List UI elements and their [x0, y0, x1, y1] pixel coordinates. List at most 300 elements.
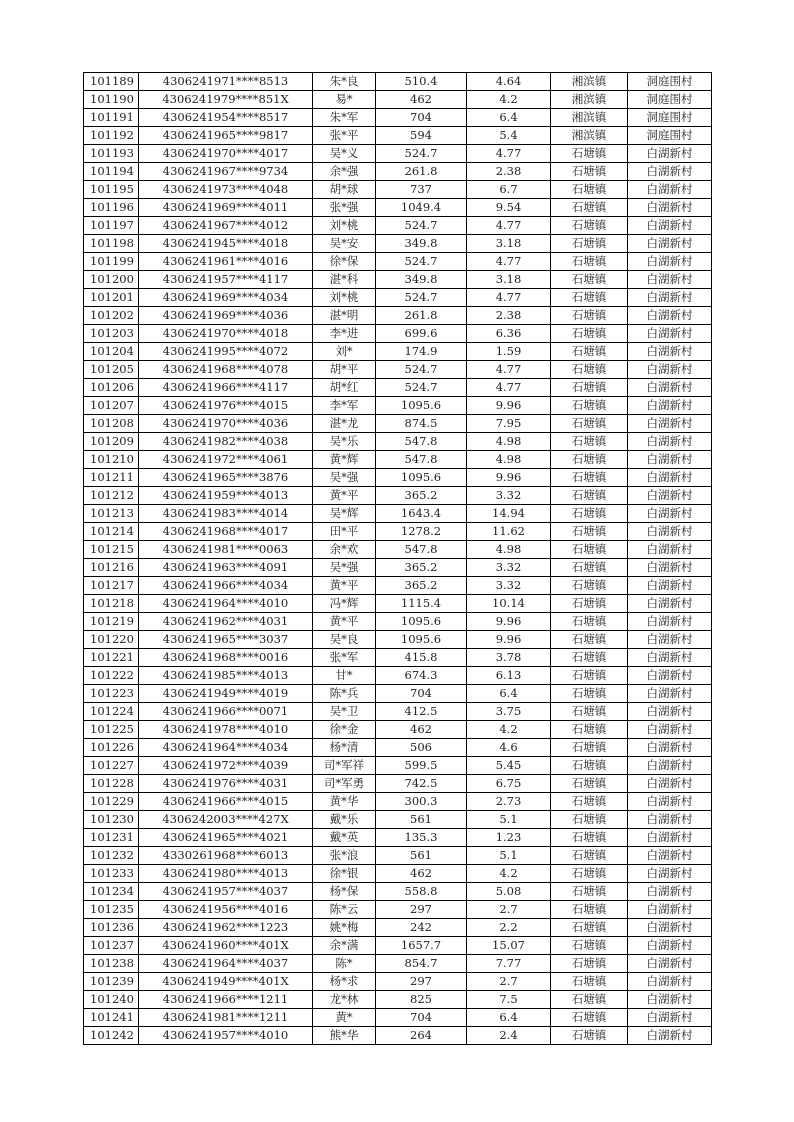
cell-town: 石塘镇 — [551, 253, 628, 271]
cell-amount: 704 — [376, 109, 467, 127]
cell-id-number: 4306241966****4117 — [139, 379, 313, 397]
table-row — [84, 937, 712, 955]
cell-amount: 524.7 — [376, 217, 467, 235]
cell-village: 白湖新村 — [628, 415, 712, 433]
cell-village: 白湖新村 — [628, 775, 712, 793]
cell-name: 黄*华 — [313, 793, 376, 811]
cell-amount: 365.2 — [376, 487, 467, 505]
cell-serial-number: 101198 — [84, 235, 139, 253]
table-row — [84, 379, 712, 397]
cell-serial-number: 101206 — [84, 379, 139, 397]
cell-amount: 561 — [376, 847, 467, 865]
cell-name: 吴*强 — [313, 559, 376, 577]
cell-town: 湘滨镇 — [551, 109, 628, 127]
cell-name: 徐*保 — [313, 253, 376, 271]
cell-area: 9.96 — [467, 397, 551, 415]
cell-area: 10.14 — [467, 595, 551, 613]
cell-serial-number: 101225 — [84, 721, 139, 739]
cell-area: 4.77 — [467, 253, 551, 271]
cell-id-number: 4306241949****4019 — [139, 685, 313, 703]
cell-id-number: 4306241968****4078 — [139, 361, 313, 379]
table-row — [84, 973, 712, 991]
cell-serial-number: 101221 — [84, 649, 139, 667]
cell-amount: 704 — [376, 1009, 467, 1027]
cell-amount: 174.9 — [376, 343, 467, 361]
cell-area: 2.73 — [467, 793, 551, 811]
cell-serial-number: 101238 — [84, 955, 139, 973]
cell-name: 朱*良 — [313, 73, 376, 91]
cell-town: 石塘镇 — [551, 541, 628, 559]
table-row — [84, 829, 712, 847]
cell-village: 白湖新村 — [628, 829, 712, 847]
cell-name: 陈*云 — [313, 901, 376, 919]
cell-serial-number: 101220 — [84, 631, 139, 649]
cell-town: 石塘镇 — [551, 451, 628, 469]
cell-area: 3.75 — [467, 703, 551, 721]
cell-area: 6.4 — [467, 685, 551, 703]
cell-serial-number: 101229 — [84, 793, 139, 811]
cell-id-number: 4306241995****4072 — [139, 343, 313, 361]
cell-village: 白湖新村 — [628, 613, 712, 631]
cell-town: 石塘镇 — [551, 163, 628, 181]
cell-area: 6.7 — [467, 181, 551, 199]
table-row — [84, 505, 712, 523]
cell-village: 白湖新村 — [628, 469, 712, 487]
cell-town: 石塘镇 — [551, 181, 628, 199]
cell-serial-number: 101209 — [84, 433, 139, 451]
cell-id-number: 4306241976****4031 — [139, 775, 313, 793]
cell-area: 5.4 — [467, 127, 551, 145]
cell-amount: 365.2 — [376, 559, 467, 577]
cell-village: 白湖新村 — [628, 739, 712, 757]
cell-town: 石塘镇 — [551, 415, 628, 433]
cell-area: 2.38 — [467, 307, 551, 325]
cell-amount: 1095.6 — [376, 631, 467, 649]
table-row — [84, 955, 712, 973]
cell-serial-number: 101203 — [84, 325, 139, 343]
cell-id-number: 4306241973****4048 — [139, 181, 313, 199]
cell-name: 吴*卫 — [313, 703, 376, 721]
cell-town: 石塘镇 — [551, 199, 628, 217]
cell-area: 4.77 — [467, 361, 551, 379]
cell-name: 戴*英 — [313, 829, 376, 847]
cell-village: 白湖新村 — [628, 433, 712, 451]
table-row — [84, 343, 712, 361]
cell-village: 白湖新村 — [628, 919, 712, 937]
cell-village: 洞庭围村 — [628, 127, 712, 145]
table-row — [84, 433, 712, 451]
cell-serial-number: 101233 — [84, 865, 139, 883]
table-row — [84, 469, 712, 487]
cell-serial-number: 101189 — [84, 73, 139, 91]
cell-area: 9.96 — [467, 613, 551, 631]
cell-town: 石塘镇 — [551, 559, 628, 577]
cell-amount: 1095.6 — [376, 613, 467, 631]
cell-serial-number: 101196 — [84, 199, 139, 217]
cell-village: 白湖新村 — [628, 325, 712, 343]
cell-id-number: 4306241969****4036 — [139, 307, 313, 325]
cell-name: 湛*龙 — [313, 415, 376, 433]
cell-town: 石塘镇 — [551, 847, 628, 865]
cell-area: 4.98 — [467, 433, 551, 451]
cell-name: 司*军勇 — [313, 775, 376, 793]
cell-town: 石塘镇 — [551, 235, 628, 253]
cell-amount: 510.4 — [376, 73, 467, 91]
cell-village: 白湖新村 — [628, 991, 712, 1009]
cell-id-number: 4306241949****401X — [139, 973, 313, 991]
cell-village: 白湖新村 — [628, 217, 712, 235]
cell-village: 白湖新村 — [628, 811, 712, 829]
cell-serial-number: 101223 — [84, 685, 139, 703]
cell-amount: 558.8 — [376, 883, 467, 901]
cell-town: 石塘镇 — [551, 631, 628, 649]
cell-name: 张*强 — [313, 199, 376, 217]
cell-id-number: 4306241965****3037 — [139, 631, 313, 649]
cell-serial-number: 101208 — [84, 415, 139, 433]
cell-serial-number: 101226 — [84, 739, 139, 757]
cell-area: 5.08 — [467, 883, 551, 901]
cell-town: 石塘镇 — [551, 343, 628, 361]
cell-village: 白湖新村 — [628, 487, 712, 505]
cell-name: 余*强 — [313, 163, 376, 181]
table-row — [84, 361, 712, 379]
cell-town: 石塘镇 — [551, 775, 628, 793]
table-row — [84, 1009, 712, 1027]
cell-area: 4.64 — [467, 73, 551, 91]
cell-area: 2.2 — [467, 919, 551, 937]
cell-town: 石塘镇 — [551, 955, 628, 973]
cell-id-number: 4306241966****4034 — [139, 577, 313, 595]
cell-area: 4.77 — [467, 379, 551, 397]
cell-name: 刘* — [313, 343, 376, 361]
table-row — [84, 595, 712, 613]
cell-amount: 599.5 — [376, 757, 467, 775]
table-row — [84, 307, 712, 325]
cell-village: 白湖新村 — [628, 163, 712, 181]
cell-name: 胡*平 — [313, 361, 376, 379]
cell-serial-number: 101200 — [84, 271, 139, 289]
cell-town: 石塘镇 — [551, 469, 628, 487]
cell-town: 石塘镇 — [551, 397, 628, 415]
cell-name: 陈*兵 — [313, 685, 376, 703]
cell-name: 龙*林 — [313, 991, 376, 1009]
cell-id-number: 4306241967****4012 — [139, 217, 313, 235]
cell-area: 3.18 — [467, 271, 551, 289]
cell-name: 杨*保 — [313, 883, 376, 901]
cell-town: 石塘镇 — [551, 1027, 628, 1045]
cell-serial-number: 101191 — [84, 109, 139, 127]
cell-village: 白湖新村 — [628, 847, 712, 865]
cell-town: 石塘镇 — [551, 883, 628, 901]
cell-amount: 524.7 — [376, 145, 467, 163]
cell-id-number: 4306241957****4117 — [139, 271, 313, 289]
cell-town: 石塘镇 — [551, 289, 628, 307]
table-row — [84, 865, 712, 883]
cell-amount: 297 — [376, 901, 467, 919]
cell-amount: 699.6 — [376, 325, 467, 343]
cell-serial-number: 101232 — [84, 847, 139, 865]
cell-area: 15.07 — [467, 937, 551, 955]
cell-village: 白湖新村 — [628, 883, 712, 901]
cell-name: 胡*球 — [313, 181, 376, 199]
cell-amount: 412.5 — [376, 703, 467, 721]
cell-id-number: 4330261968****6013 — [139, 847, 313, 865]
cell-serial-number: 101190 — [84, 91, 139, 109]
table-row — [84, 721, 712, 739]
cell-area: 7.95 — [467, 415, 551, 433]
cell-town: 石塘镇 — [551, 901, 628, 919]
cell-name: 湛*科 — [313, 271, 376, 289]
cell-amount: 742.5 — [376, 775, 467, 793]
cell-serial-number: 101204 — [84, 343, 139, 361]
cell-village: 白湖新村 — [628, 523, 712, 541]
cell-serial-number: 101215 — [84, 541, 139, 559]
cell-town: 石塘镇 — [551, 217, 628, 235]
cell-village: 白湖新村 — [628, 631, 712, 649]
table-row — [84, 667, 712, 685]
cell-serial-number: 101235 — [84, 901, 139, 919]
cell-village: 洞庭围村 — [628, 91, 712, 109]
cell-area: 4.77 — [467, 289, 551, 307]
cell-serial-number: 101218 — [84, 595, 139, 613]
cell-id-number: 4306241965****4021 — [139, 829, 313, 847]
cell-name: 杨*求 — [313, 973, 376, 991]
table-body — [84, 73, 712, 1045]
cell-id-number: 4306241964****4010 — [139, 595, 313, 613]
cell-area: 5.45 — [467, 757, 551, 775]
cell-village: 白湖新村 — [628, 505, 712, 523]
cell-area: 5.1 — [467, 811, 551, 829]
cell-amount: 1278.2 — [376, 523, 467, 541]
table-row — [84, 559, 712, 577]
table-row — [84, 541, 712, 559]
table-row — [84, 163, 712, 181]
cell-name: 戴*乐 — [313, 811, 376, 829]
cell-amount: 874.5 — [376, 415, 467, 433]
cell-town: 石塘镇 — [551, 307, 628, 325]
cell-area: 2.38 — [467, 163, 551, 181]
cell-name: 余*满 — [313, 937, 376, 955]
cell-area: 4.98 — [467, 541, 551, 559]
cell-village: 白湖新村 — [628, 1027, 712, 1045]
table-row — [84, 631, 712, 649]
cell-village: 白湖新村 — [628, 145, 712, 163]
table-row — [84, 793, 712, 811]
cell-town: 石塘镇 — [551, 325, 628, 343]
cell-amount: 365.2 — [376, 577, 467, 595]
cell-area: 4.77 — [467, 217, 551, 235]
cell-area: 2.7 — [467, 901, 551, 919]
cell-town: 石塘镇 — [551, 865, 628, 883]
cell-village: 白湖新村 — [628, 757, 712, 775]
cell-amount: 674.3 — [376, 667, 467, 685]
table-row — [84, 523, 712, 541]
cell-id-number: 4306241972****4039 — [139, 757, 313, 775]
cell-serial-number: 101210 — [84, 451, 139, 469]
cell-id-number: 4306241982****4038 — [139, 433, 313, 451]
cell-town: 石塘镇 — [551, 361, 628, 379]
cell-amount: 415.8 — [376, 649, 467, 667]
cell-village: 白湖新村 — [628, 865, 712, 883]
cell-name: 黄* — [313, 1009, 376, 1027]
cell-serial-number: 101219 — [84, 613, 139, 631]
table-row — [84, 613, 712, 631]
cell-amount: 547.8 — [376, 451, 467, 469]
cell-town: 石塘镇 — [551, 793, 628, 811]
table-row — [84, 271, 712, 289]
cell-id-number: 4306241964****4034 — [139, 739, 313, 757]
cell-amount: 594 — [376, 127, 467, 145]
cell-name: 黄*平 — [313, 487, 376, 505]
cell-name: 吴*安 — [313, 235, 376, 253]
cell-id-number: 4306241962****1223 — [139, 919, 313, 937]
cell-village: 白湖新村 — [628, 451, 712, 469]
cell-village: 白湖新村 — [628, 253, 712, 271]
table-row — [84, 289, 712, 307]
cell-amount: 506 — [376, 739, 467, 757]
cell-name: 吴*强 — [313, 469, 376, 487]
cell-town: 石塘镇 — [551, 973, 628, 991]
cell-area: 4.2 — [467, 91, 551, 109]
cell-id-number: 4306241968****0016 — [139, 649, 313, 667]
cell-area: 1.23 — [467, 829, 551, 847]
cell-name: 徐*金 — [313, 721, 376, 739]
cell-name: 李*进 — [313, 325, 376, 343]
cell-area: 4.2 — [467, 865, 551, 883]
cell-amount: 547.8 — [376, 541, 467, 559]
cell-amount: 261.8 — [376, 163, 467, 181]
cell-id-number: 4306241964****4037 — [139, 955, 313, 973]
cell-id-number: 4306241961****4016 — [139, 253, 313, 271]
cell-id-number: 4306241969****4034 — [139, 289, 313, 307]
cell-town: 湘滨镇 — [551, 73, 628, 91]
table-row — [84, 127, 712, 145]
cell-amount: 297 — [376, 973, 467, 991]
cell-area: 2.4 — [467, 1027, 551, 1045]
cell-amount: 1115.4 — [376, 595, 467, 613]
cell-area: 9.96 — [467, 631, 551, 649]
table-row — [84, 883, 712, 901]
cell-area: 9.54 — [467, 199, 551, 217]
cell-area: 6.75 — [467, 775, 551, 793]
cell-name: 黄*辉 — [313, 451, 376, 469]
cell-area: 4.2 — [467, 721, 551, 739]
cell-serial-number: 101240 — [84, 991, 139, 1009]
cell-serial-number: 101222 — [84, 667, 139, 685]
cell-area: 11.62 — [467, 523, 551, 541]
table-row — [84, 325, 712, 343]
cell-id-number: 4306241978****4010 — [139, 721, 313, 739]
cell-area: 7.77 — [467, 955, 551, 973]
table-row — [84, 811, 712, 829]
cell-area: 3.18 — [467, 235, 551, 253]
cell-village: 白湖新村 — [628, 307, 712, 325]
cell-serial-number: 101216 — [84, 559, 139, 577]
cell-area: 3.32 — [467, 577, 551, 595]
cell-serial-number: 101228 — [84, 775, 139, 793]
table-row — [84, 397, 712, 415]
cell-name: 胡*红 — [313, 379, 376, 397]
cell-name: 冯*辉 — [313, 595, 376, 613]
cell-amount: 242 — [376, 919, 467, 937]
cell-area: 4.6 — [467, 739, 551, 757]
table-row — [84, 145, 712, 163]
table-row — [84, 703, 712, 721]
table-row — [84, 901, 712, 919]
table-row — [84, 199, 712, 217]
cell-town: 石塘镇 — [551, 433, 628, 451]
cell-serial-number: 101193 — [84, 145, 139, 163]
cell-village: 白湖新村 — [628, 271, 712, 289]
cell-serial-number: 101236 — [84, 919, 139, 937]
cell-area: 14.94 — [467, 505, 551, 523]
cell-amount: 1657.7 — [376, 937, 467, 955]
cell-village: 白湖新村 — [628, 973, 712, 991]
cell-id-number: 4306242003****427X — [139, 811, 313, 829]
cell-name: 杨*清 — [313, 739, 376, 757]
cell-name: 吴*辉 — [313, 505, 376, 523]
table-row — [84, 73, 712, 91]
cell-amount: 264 — [376, 1027, 467, 1045]
cell-town: 石塘镇 — [551, 649, 628, 667]
cell-town: 石塘镇 — [551, 991, 628, 1009]
cell-town: 石塘镇 — [551, 739, 628, 757]
cell-village: 洞庭围村 — [628, 73, 712, 91]
table-row — [84, 739, 712, 757]
cell-town: 石塘镇 — [551, 829, 628, 847]
cell-serial-number: 101205 — [84, 361, 139, 379]
table-row — [84, 685, 712, 703]
cell-village: 洞庭围村 — [628, 109, 712, 127]
cell-id-number: 4306241945****4018 — [139, 235, 313, 253]
cell-amount: 825 — [376, 991, 467, 1009]
table-row — [84, 847, 712, 865]
cell-serial-number: 101213 — [84, 505, 139, 523]
cell-village: 白湖新村 — [628, 343, 712, 361]
table-row — [84, 253, 712, 271]
cell-name: 司*军祥 — [313, 757, 376, 775]
cell-amount: 1095.6 — [376, 397, 467, 415]
table-row — [84, 1027, 712, 1045]
cell-name: 徐*银 — [313, 865, 376, 883]
cell-area: 4.77 — [467, 145, 551, 163]
cell-town: 石塘镇 — [551, 595, 628, 613]
cell-amount: 737 — [376, 181, 467, 199]
table-row — [84, 775, 712, 793]
cell-name: 易* — [313, 91, 376, 109]
cell-town: 石塘镇 — [551, 523, 628, 541]
cell-id-number: 4306241979****851X — [139, 91, 313, 109]
cell-name: 田*平 — [313, 523, 376, 541]
cell-area: 6.4 — [467, 1009, 551, 1027]
cell-serial-number: 101242 — [84, 1027, 139, 1045]
table-row — [84, 577, 712, 595]
table-row — [84, 235, 712, 253]
table-row — [84, 919, 712, 937]
cell-amount: 462 — [376, 865, 467, 883]
cell-id-number: 4306241976****4015 — [139, 397, 313, 415]
table-row — [84, 217, 712, 235]
cell-town: 石塘镇 — [551, 613, 628, 631]
cell-serial-number: 101217 — [84, 577, 139, 595]
cell-area: 4.98 — [467, 451, 551, 469]
cell-town: 湘滨镇 — [551, 91, 628, 109]
cell-village: 白湖新村 — [628, 595, 712, 613]
cell-name: 张*平 — [313, 127, 376, 145]
cell-village: 白湖新村 — [628, 955, 712, 973]
cell-town: 石塘镇 — [551, 667, 628, 685]
cell-town: 石塘镇 — [551, 919, 628, 937]
